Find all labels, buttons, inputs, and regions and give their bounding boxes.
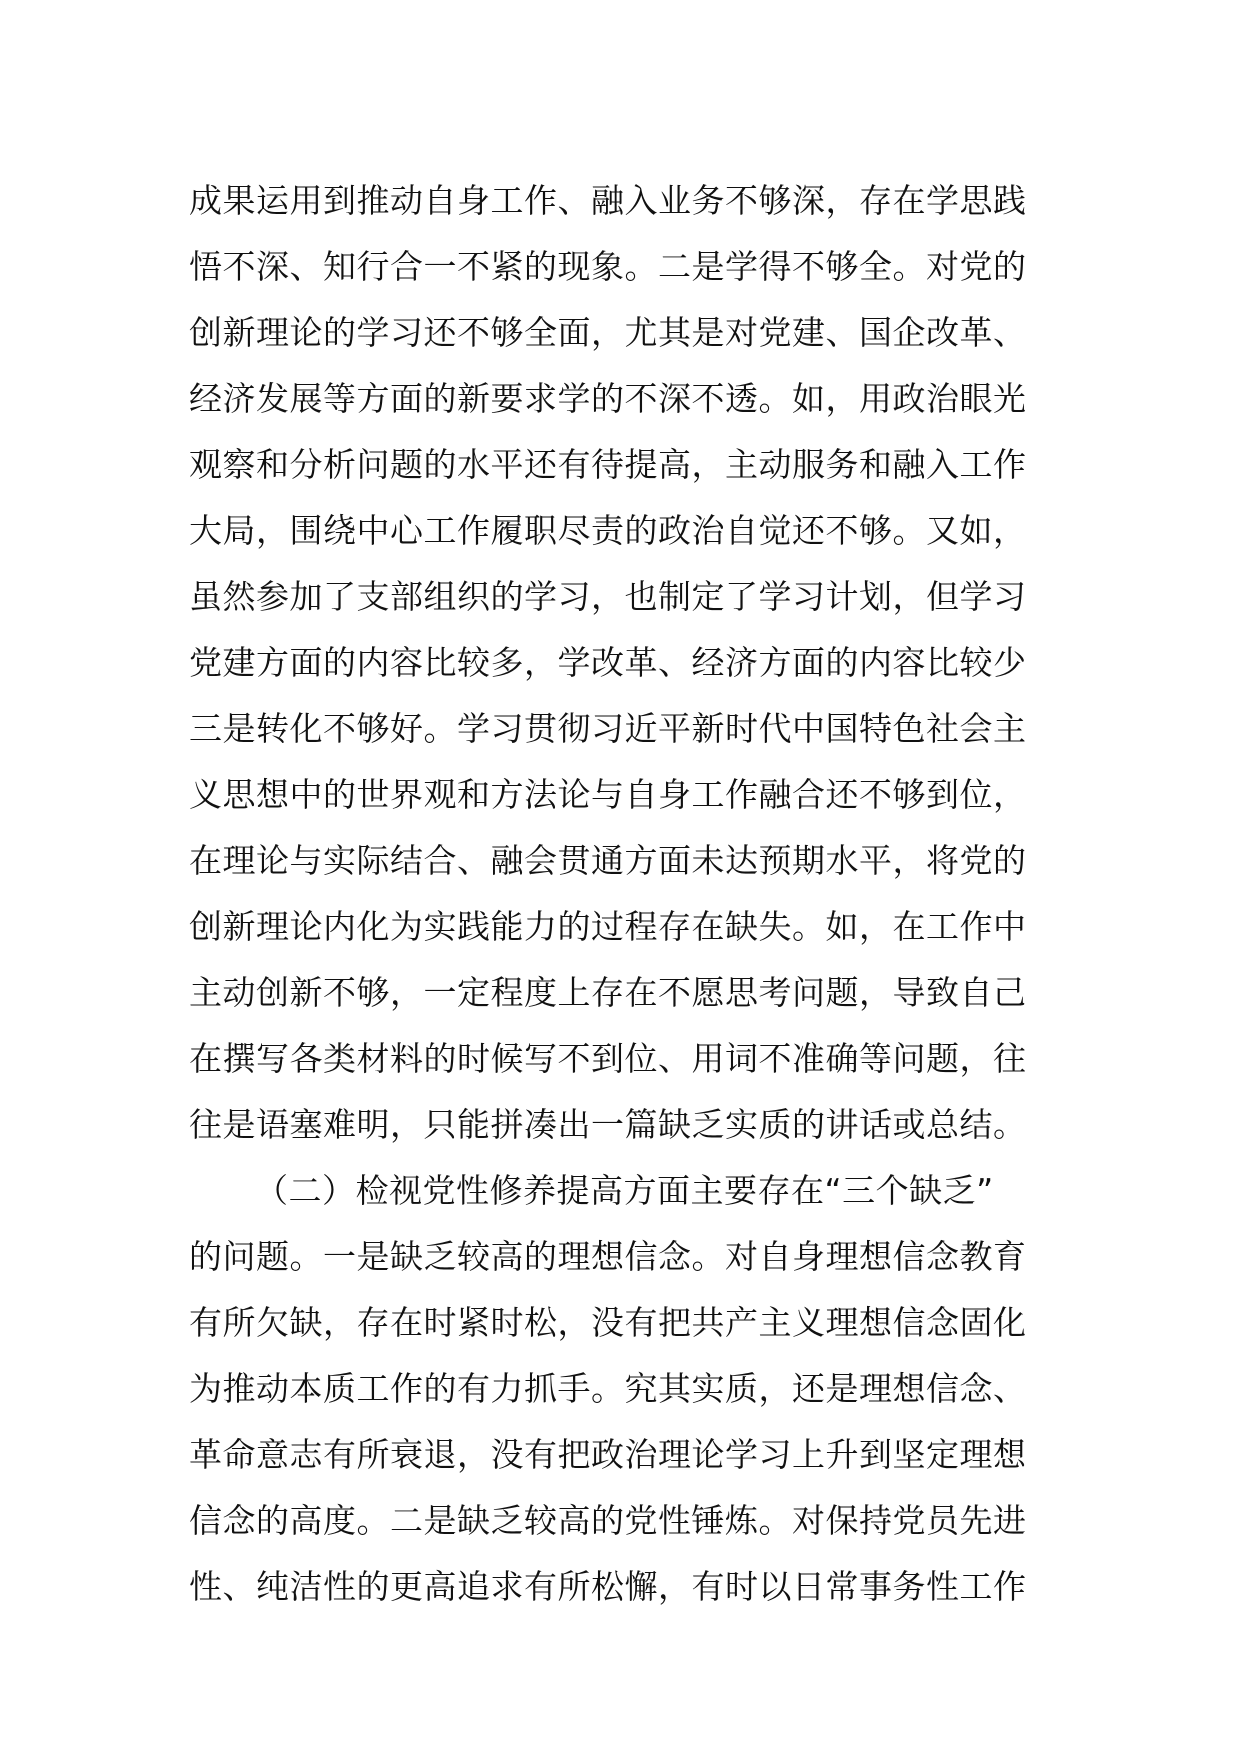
text-line: 的问题。一是缺乏较高的理想信念。对自身理想信念教育 xyxy=(189,1237,1027,1276)
text-line: 革命意志有所衰退，没有把政治理论学习上升到坚定理想 xyxy=(189,1435,1027,1474)
text-line: 成果运用到推动自身工作、融入业务不够深，存在学思践 xyxy=(189,181,1027,220)
text-line: 党建方面的内容比较多，学改革、经济方面的内容比较少 xyxy=(189,643,1027,682)
text-line: 往是语塞难明，只能拼凑出一篇缺乏实质的讲话或总结。 xyxy=(189,1105,1027,1144)
text-line: 信念的高度。二是缺乏较高的党性锤炼。对保持党员先进 xyxy=(189,1501,1027,1540)
text-line: 经济发展等方面的新要求学的不深不透。如，用政治眼光 xyxy=(189,379,1027,418)
text-line: 虽然参加了支部组织的学习，也制定了学习计划，但学习 xyxy=(189,577,1027,616)
text-line: 为推动本质工作的有力抓手。究其实质，还是理想信念、 xyxy=(189,1369,1027,1408)
text-line: 观察和分析问题的水平还有待提高，主动服务和融入工作 xyxy=(189,445,1027,484)
text-line: 在撰写各类材料的时候写不到位、用词不准确等问题，往 xyxy=(189,1039,1027,1078)
text-line: 性、纯洁性的更高追求有所松懈，有时以日常事务性工作 xyxy=(189,1567,1027,1606)
text-line: 悟不深、知行合一不紧的现象。二是学得不够全。对党的 xyxy=(189,247,1027,286)
text-line: 创新理论的学习还不够全面，尤其是对党建、国企改革、 xyxy=(189,313,1027,352)
section-heading-line: （二）检视党性修养提高方面主要存在“三个缺乏” xyxy=(255,1171,994,1210)
text-line: 义思想中的世界观和方法论与自身工作融合还不够到位， xyxy=(189,775,1027,814)
text-line: 三是转化不够好。学习贯彻习近平新时代中国特色社会主 xyxy=(189,709,1027,748)
text-line: 大局，围绕中心工作履职尽责的政治自觉还不够。又如， xyxy=(189,511,1027,550)
text-line: 在理论与实际结合、融会贯通方面未达预期水平，将党的 xyxy=(189,841,1027,880)
body-text xyxy=(189,168,1059,1620)
text-line: 创新理论内化为实践能力的过程存在缺失。如，在工作中 xyxy=(189,907,1027,946)
text-line: 主动创新不够，一定程度上存在不愿思考问题，导致自己 xyxy=(189,973,1027,1012)
text-line: 有所欠缺，存在时紧时松，没有把共产主义理想信念固化 xyxy=(189,1303,1027,1342)
